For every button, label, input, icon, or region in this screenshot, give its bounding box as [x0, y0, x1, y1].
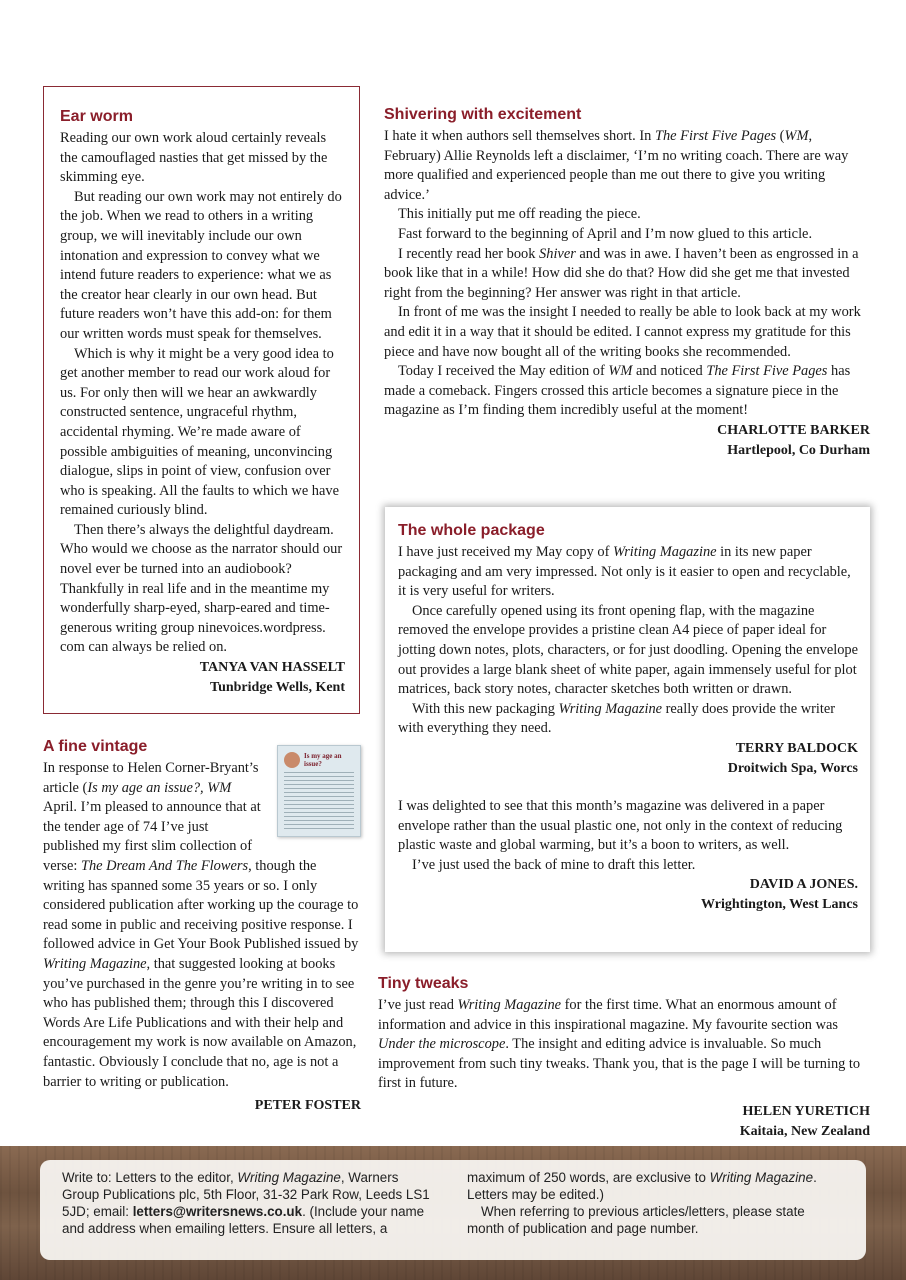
letter-author: PETER FOSTER: [254, 1098, 361, 1114]
letter-shivering: [384, 105, 870, 485]
letter-paragraph: With this new packaging Writing Magazine really does provide the writer with everything they need.: [398, 700, 836, 737]
thumbnail-title: Is my age an issue?: [304, 752, 342, 768]
letter-title: Shivering with excitement: [384, 106, 582, 123]
letter-location: Droitwich Spa, Worcs: [727, 760, 858, 776]
letter-title: Ear worm: [60, 108, 133, 125]
letter-paragraph: In response to Helen Corner-Bryant’s article (Is my age an issue?, WM April. I’m pleased to announce that at the tender age of 74 I’ve just published my first slim collection of verse: The Dream And The Flowers, though the writing has spanned some 35 years or so. I only considered publication after working up the courage to read some in public and receiving positive response. I followed advice in Get Your Book Published issued by Writing Magazine, that suggested looking at books you’ve purchased in the genre you’re writing in to see who has published them; through this I discovered Words Are Life Publications and with their help and encouragement my work is now available on Amazon, fantastic. Obviously I conclude that no, age is not a barrier to writing or publication.: [43, 760, 359, 1090]
letter-author: DAVID A JONES.: [749, 877, 858, 893]
submission-info-card: [40, 1160, 866, 1260]
letter-fine-vintage: [43, 737, 361, 1137]
letter-whole-package: [385, 507, 870, 952]
letters-email-link[interactable]: letters@writersnews.co.uk: [132, 1204, 303, 1219]
letter-paragraph: I recently read her book Shiver and was in awe. I haven’t been as engrossed in a book like that in a while! How did she do that? How did she get me that invested right from the beginning? Her answer was right in that article.: [384, 245, 859, 301]
letter-paragraph: Today I received the May edition of WM and noticed The First Five Pages has made a comeback. Fingers crossed this article becomes a signature piece in the magazine as I’m finding them incredibly useful at the moment!: [384, 363, 851, 419]
letter-location: Kaitaia, New Zealand: [739, 1123, 870, 1139]
letter-author: CHARLOTTE BARKER: [717, 422, 870, 438]
thumbnail-text-lines: [284, 772, 354, 830]
letter-title: Tiny tweaks: [378, 975, 469, 992]
letter-paragraph: Which is why it might be a very good idea to get another member to read our work aloud for us. For only then will we hear an awkwardly constructed sentence, ungraceful rhythm, accidental rhyming. We’re made aware of possible ambiguities of meaning, unconvincing dialogue, slips in point of view, confusion over who is speaking. All the faults to which we have remained curiously blind.: [60, 345, 339, 519]
letter-title: The whole package: [398, 522, 545, 539]
footer-wood-background: [0, 1146, 906, 1280]
letter-location: Hartlepool, Co Durham: [727, 442, 870, 458]
letter-title: A fine vintage: [43, 738, 148, 755]
article-thumbnail: [277, 745, 361, 837]
letter-author: HELEN YURETICH: [742, 1103, 870, 1119]
letter-author: TANYA VAN HASSELT: [199, 660, 345, 676]
letter-paragraph: In front of me was the insight I needed to really be able to look back at my work and edit it in a way that it should be edited. I cannot express my gratitude for this piece and have now bought all of the writing books she recommended.: [384, 304, 861, 360]
author-photo-icon: [284, 752, 300, 768]
letter-paragraph: Once carefully opened using its front opening flap, with the magazine removed the envelope provides a pristine clean A4 piece of paper ideal for jotting down notes, plots, characters, or for just doodling. Opening the envelope out provides a large blank sheet of white paper, again immensely useful for plot matrices, back story notes, character sketches both written or drawn.: [398, 602, 859, 698]
letter-author: TERRY BALDOCK: [735, 740, 858, 756]
letter-paragraph: I hate it when authors sell themselves short. In The First Five Pages (WM, February) Allie Reynolds left a disclaimer, ‘I’m no writing coach. There are way more qualified and experienced people than me out there to give you writing advice.’: [384, 128, 849, 203]
letter-paragraph: Fast forward to the beginning of April and I’m now glued to this article.: [398, 225, 813, 242]
letter-paragraph: I’ve just read Writing Magazine for the first time. What an enormous amount of information and advice in this inspirational magazine. My favourite section was Under the microscope. The insight and editing advice is invaluable. So much improvement from such tiny tweaks. Thank you, that is the page I will be turning to first in future.: [378, 997, 861, 1092]
letter-tiny-tweaks: [378, 974, 870, 1139]
letter-paragraph: But reading our own work may not entirely do the job. When we read to others in a writing group, we will inevitably include our own intonation and expression to convey what we intend future readers to experience: what we as the creator hear clearly in our own head. But future readers won’t have this add-on: for them our written words must speak for themselves.: [60, 188, 342, 342]
letter-paragraph: This initially put me off reading the piece.: [398, 206, 641, 223]
letter-paragraph: I’ve just used the back of mine to draft this letter.: [412, 856, 696, 873]
letter-paragraph: I was delighted to see that this month’s magazine was delivered in a paper envelope rather than the usual plastic one, not only in the context of reducing plastic waste and global warming, but it’s a boon to writers, as well.: [398, 797, 843, 854]
letter-paragraph: Then there’s always the delightful daydream. Who would we choose as the narrator should our novel ever be turned into an audiobook? Thankfully in real life and in the meantime my wonderfully sharp-eyed, sharp-eared and time-generous writing group ninevoices.wordpress. com can always be relied on.: [60, 521, 343, 656]
letter-location: Wrightington, West Lancs: [700, 897, 858, 913]
letter-paragraph: I have just received my May copy of Writing Magazine in its new paper packaging and am very impressed. Not only is it easier to open and recyclable, it is very useful for writers.: [398, 544, 851, 600]
submission-info-left: Write to: Letters to the editor, Writing Magazine, Warners Group Publications plc, 5th Floor, 31-32 Park Row, Leeds LS1 5JD; email: letters@writersnews.co.uk. (Include your name and address when emailing letters. Ensure all letters, a: [62, 1170, 430, 1236]
letter-location: Tunbridge Wells, Kent: [210, 680, 345, 696]
letter-ear-worm: [43, 86, 360, 714]
submission-info-right: maximum of 250 words, are exclusive to Writing Magazine. Letters may be edited.) When referring to previous articles/letters, please state month of publication and page number.: [467, 1170, 817, 1236]
letter-paragraph: Reading our own work aloud certainly reveals the camouflaged nasties that get missed by the skimming eye.: [60, 130, 328, 186]
